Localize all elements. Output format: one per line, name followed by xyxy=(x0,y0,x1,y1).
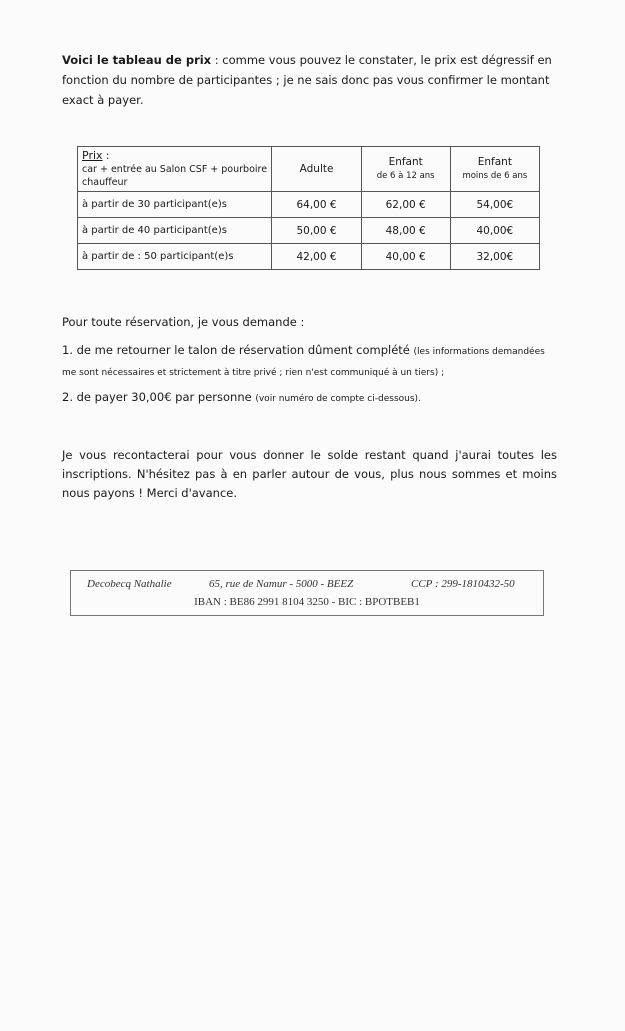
item1-main: 1. de me retourner le talon de réservation dûment complété xyxy=(62,343,414,357)
price-enfant: 40,00 € xyxy=(361,244,450,270)
row-label: à partir de 40 participant(e)s xyxy=(78,218,272,244)
header-adulte-label: Adulte xyxy=(299,163,334,175)
price-petit: 32,00€ xyxy=(450,244,539,270)
price-enfant: 62,00 € xyxy=(361,192,450,218)
price-petit: 40,00€ xyxy=(450,218,539,244)
price-petit: 54,00€ xyxy=(450,192,539,218)
prix-title: Prix xyxy=(82,149,103,162)
price-adulte: 42,00 € xyxy=(272,244,361,270)
price-adulte: 64,00 € xyxy=(272,192,361,218)
price-adulte: 50,00 € xyxy=(272,218,361,244)
footer-iban: IBAN : BE86 2991 8104 3250 - BIC : BPOTBEB1 xyxy=(194,596,420,608)
header-enfant-label: Enfant xyxy=(388,156,423,168)
header-enfant xyxy=(361,147,450,192)
table-row xyxy=(78,192,540,218)
prix-colon: : xyxy=(102,150,110,162)
row-label: à partir de 30 participant(e)s xyxy=(78,192,272,218)
table-row xyxy=(78,218,540,244)
row-label: à partir de : 50 participant(e)s xyxy=(78,244,272,270)
price-table xyxy=(77,146,540,270)
item2-small: (voir numéro de compte ci-dessous). xyxy=(255,394,421,404)
table-row xyxy=(78,244,540,270)
price-header-cell xyxy=(78,147,272,192)
intro-text: : comme vous pouvez le constater, le prix est dégressif en fonction du nombre de participantes ; je ne sais donc pas vous confirmer le montant exact à payer. xyxy=(62,53,552,107)
header-adulte xyxy=(272,147,361,192)
price-enfant: 48,00 € xyxy=(361,218,450,244)
footer-address: 65, rue de Namur - 5000 - BEEZ xyxy=(209,578,354,590)
item1-small: (les informations demandées me sont nécessaires et strictement à titre privé ; rien n'est communiqué à un tiers) ; xyxy=(62,347,545,378)
header-petit-sub: moins de 6 ans xyxy=(462,171,528,181)
reservation-item-2 xyxy=(62,388,557,409)
footer-ccp: CCP : 299-1810432-50 xyxy=(411,578,515,590)
intro-paragraph xyxy=(62,50,562,110)
footer-name: Decobecq Nathalie xyxy=(87,578,172,590)
reservation-lead: Pour toute réservation, je vous demande : xyxy=(62,315,305,329)
prix-description: car + entrée au Salon CSF + pourboire chauffeur xyxy=(82,164,268,188)
header-petit xyxy=(450,147,539,192)
header-petit-label: Enfant xyxy=(477,156,512,168)
header-enfant-sub: de 6 à 12 ans xyxy=(376,171,435,181)
item2-main: 2. de payer 30,00€ par personne xyxy=(62,390,256,404)
closing-paragraph: Je vous recontacterai pour vous donner le solde restant quand j'aurai toutes les inscriptions. N'hésitez pas à en parler autour de vous, plus nous sommes et moins nous payons ! Merci d'avance. xyxy=(62,448,557,500)
footer-box xyxy=(70,570,544,616)
reservation-item-1 xyxy=(62,341,557,383)
intro-bold: Voici le tableau de prix xyxy=(62,53,212,67)
table-header-row xyxy=(78,147,540,192)
